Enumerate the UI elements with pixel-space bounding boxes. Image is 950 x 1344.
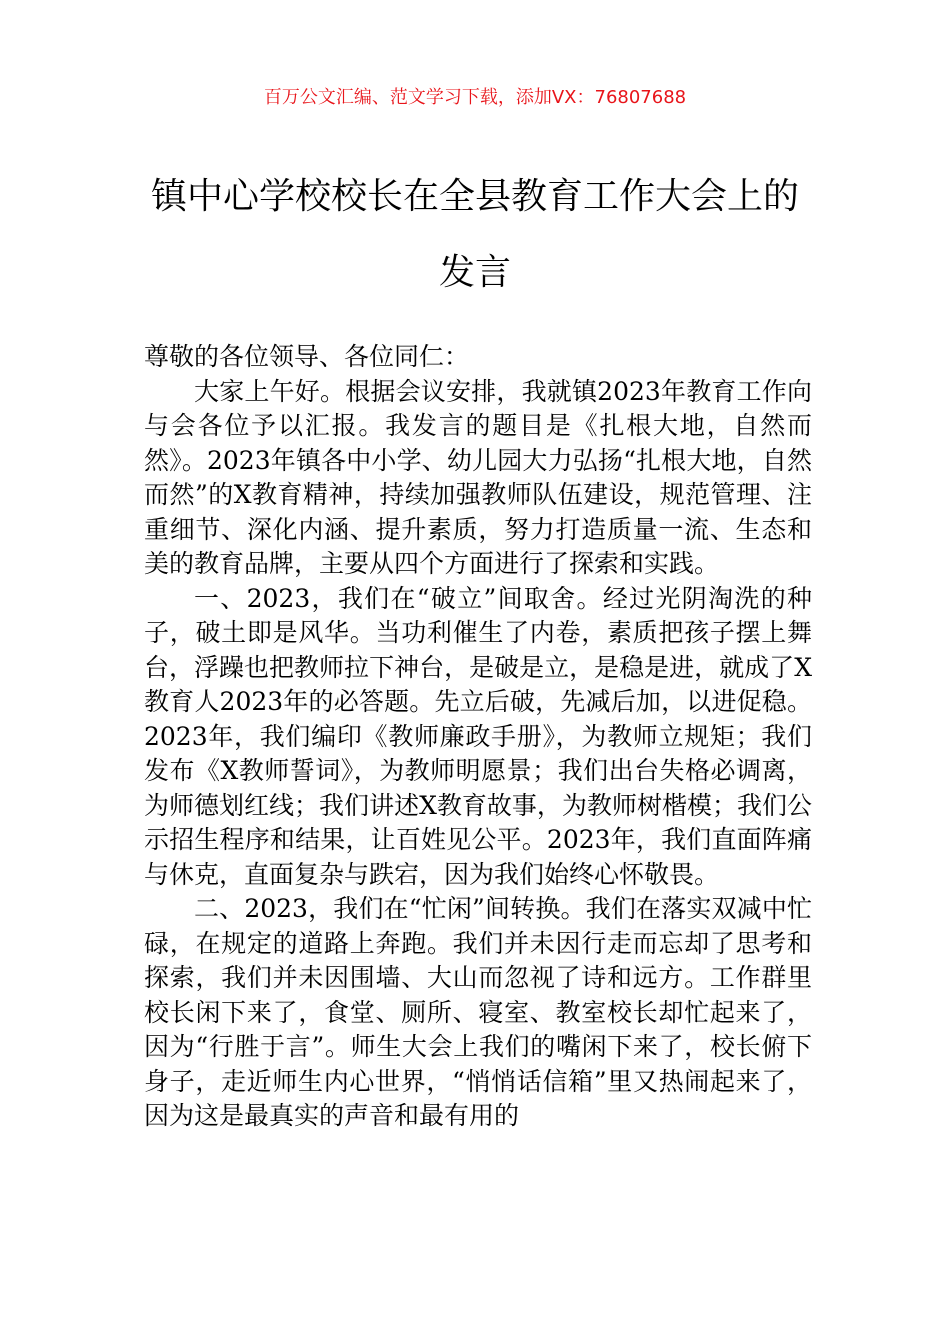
document-title-line-1: 镇中心学校校长在全县教育工作大会上的	[150, 176, 799, 217]
salutation: 尊敬的各位领导、各位同仁：	[144, 342, 470, 371]
document-body	[144, 340, 812, 1134]
document-title-line-2: 发言	[438, 252, 511, 293]
paragraph-2: 一、2023，我们在“破立”间取舍。经过光阴淘洗的种子，破土即是风华。当功利催生了内卷，素质把孩子摆上舞台，浮躁也把教师拉下神台，是破是立，是稳是进，就成了X教育人2023年的必答题。先立后破，先减后加，以进促稳。2023年，我们编印《教师廉政手册》，为教师立规矩；我们发布《X教师誓词》，为教师明愿景；我们出台失格必调离，为师德划红线；我们讲述X教育故事，为教师树楷模；我们公示招生程序和结果，让百姓见公平。2023年，我们直面阵痛与休克，直面复杂与跌宕，因为我们始终心怀敬畏。	[144, 583, 812, 889]
header-note: 百万公文汇编、范文学习下载，添加VX：76807688	[263, 87, 687, 108]
paragraph-1: 大家上午好。根据会议安排，我就镇2023年教育工作向与会各位予以汇报。我发言的题目是《扎根大地，自然而然》。2023年镇各中小学、幼儿园大力弘扬“扎根大地，自然而然”的X教育精神，持续加强教师队伍建设，规范管理、注重细节、深化内涵、提升素质，努力打造质量一流、生态和美的教育品牌，主要从四个方面进行了探索和实践。	[144, 376, 812, 578]
paragraph-3: 二、2023，我们在“忙闲”间转换。我们在落实双减中忙碌，在规定的道路上奔跑。我们并未因行走而忘却了思考和探索，我们并未因围墙、大山而忽视了诗和远方。工作群里校长闲下来了，食堂、厕所、寝室、教室校长却忙起来了，因为“行胜于言”。师生大会上我们的嘴闲下来了，校长俯下身子，走近师生内心世界，“悄悄话信箱”里又热闹起来了，因为这是最真实的声音和最有用的	[144, 894, 812, 1130]
